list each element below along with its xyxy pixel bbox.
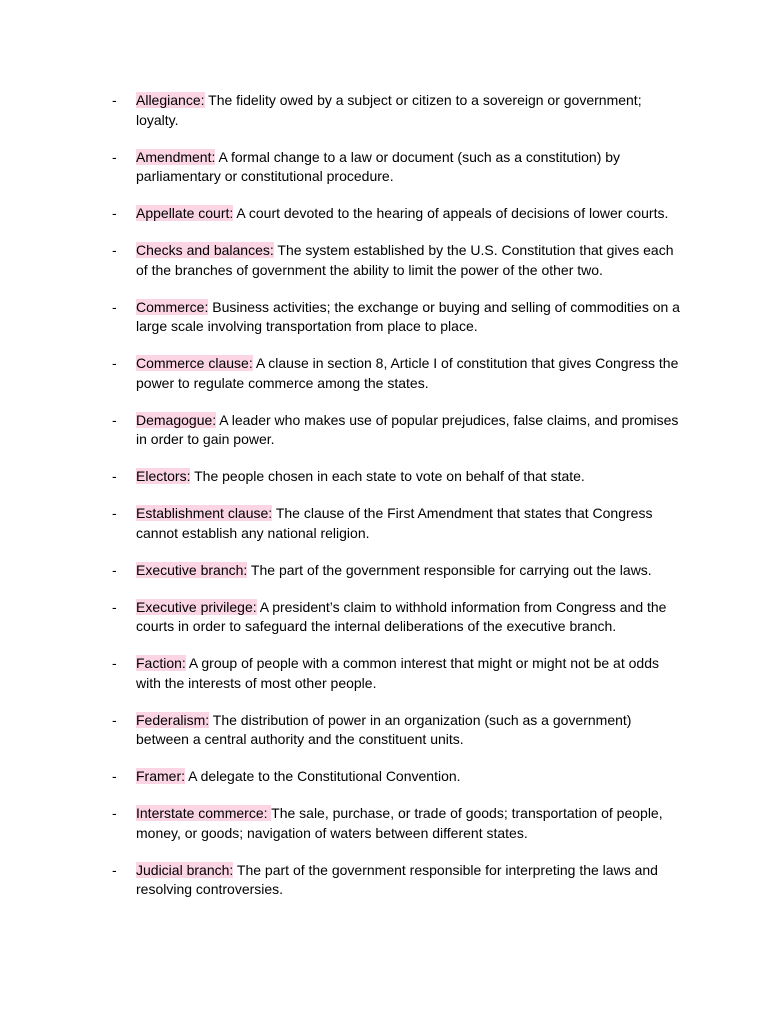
- bullet-dash: -: [112, 561, 117, 578]
- glossary-list: [112, 91, 682, 917]
- glossary-term: Faction:: [136, 655, 186, 671]
- glossary-entry: [112, 354, 682, 393]
- glossary-definition: The part of the government responsible for interpreting the laws and resolving controversies.: [136, 861, 658, 897]
- glossary-definition: The sale, purchase, or trade of goods; transportation of people, money, or goods; navigation of waters between different states.: [136, 805, 663, 841]
- glossary-entry: [112, 861, 682, 900]
- glossary-term: Executive privilege:: [136, 598, 257, 615]
- glossary-term: Commerce:: [136, 298, 209, 315]
- glossary-definition: The clause of the First Amendment that states that Congress cannot establish any national religion.: [136, 505, 653, 541]
- glossary-definition: The people chosen in each state to vote on behalf of that state.: [190, 468, 585, 484]
- glossary-term: Judicial branch:: [136, 861, 234, 878]
- glossary-entry: [112, 767, 682, 787]
- bullet-dash: -: [112, 298, 117, 315]
- glossary-definition: A group of people with a common interest that might or might not be at odds with the interests of most other people.: [136, 655, 659, 691]
- glossary-entry: [112, 598, 682, 637]
- glossary-entry: [112, 561, 682, 581]
- glossary-definition: Business activities; the exchange or buying and selling of commodities on a large scale involving transportation from place to place.: [136, 298, 680, 334]
- glossary-definition: The fidelity owed by a subject or citizen to a sovereign or government; loyalty.: [136, 92, 642, 128]
- glossary-term: Commerce clause:: [136, 355, 253, 371]
- glossary-entry: [112, 298, 682, 337]
- bullet-dash: -: [112, 505, 117, 521]
- glossary-definition: The distribution of power in an organization (such as a government) between a central authority and the constituent units.: [136, 711, 632, 747]
- glossary-entry: [112, 467, 682, 487]
- glossary-term: Establishment clause:: [136, 505, 273, 521]
- glossary-term: Executive branch:: [136, 561, 248, 578]
- bullet-dash: -: [112, 805, 117, 821]
- glossary-term: Framer:: [136, 768, 185, 784]
- glossary-term: Federalism:: [136, 711, 210, 728]
- glossary-term: Demagogue:: [136, 411, 217, 428]
- glossary-entry: [112, 804, 682, 843]
- bullet-dash: -: [112, 655, 117, 671]
- bullet-dash: -: [112, 768, 117, 784]
- glossary-definition: A clause in section 8, Article I of constitution that gives Congress the power to regulate commerce among the states.: [136, 355, 679, 391]
- glossary-entry: [112, 654, 682, 693]
- glossary-term: Checks and balances:: [136, 242, 274, 258]
- glossary-definition: A court devoted to the hearing of appeals of decisions of lower courts.: [233, 205, 669, 221]
- glossary-definition: A president’s claim to withhold information from Congress and the courts in order to safeguard the internal deliberations of the executive branch.: [136, 598, 667, 634]
- bullet-dash: -: [112, 92, 117, 108]
- bullet-dash: -: [112, 861, 117, 878]
- glossary-term: Electors:: [136, 468, 191, 484]
- bullet-dash: -: [112, 148, 117, 165]
- bullet-dash: -: [112, 711, 117, 728]
- bullet-dash: -: [112, 468, 117, 484]
- glossary-definition: A formal change to a law or document (such as a constitution) by parliamentary or constitutional procedure.: [136, 148, 621, 184]
- glossary-term: Interstate commerce:: [136, 805, 272, 821]
- glossary-definition: A leader who makes use of popular prejudices, false claims, and promises in order to gain power.: [136, 411, 679, 447]
- glossary-definition: The part of the government responsible for carrying out the laws.: [247, 561, 652, 578]
- glossary-entry: [112, 91, 682, 130]
- glossary-entry: [112, 711, 682, 750]
- glossary-term: Amendment:: [136, 148, 216, 165]
- glossary-entry: [112, 241, 682, 280]
- glossary-entry: [112, 411, 682, 450]
- glossary-term: Allegiance:: [136, 92, 205, 108]
- bullet-dash: -: [112, 598, 117, 615]
- bullet-dash: -: [112, 355, 117, 371]
- glossary-entry: [112, 148, 682, 187]
- bullet-dash: -: [112, 411, 117, 428]
- bullet-dash: -: [112, 205, 117, 221]
- glossary-entry: [112, 204, 682, 224]
- glossary-definition: A delegate to the Constitutional Convention.: [185, 768, 461, 784]
- bullet-dash: -: [112, 242, 117, 258]
- glossary-entry: [112, 504, 682, 543]
- glossary-definition: The system established by the U.S. Constitution that gives each of the branches of government the ability to limit the power of the other two.: [136, 242, 674, 278]
- glossary-term: Appellate court:: [136, 205, 234, 221]
